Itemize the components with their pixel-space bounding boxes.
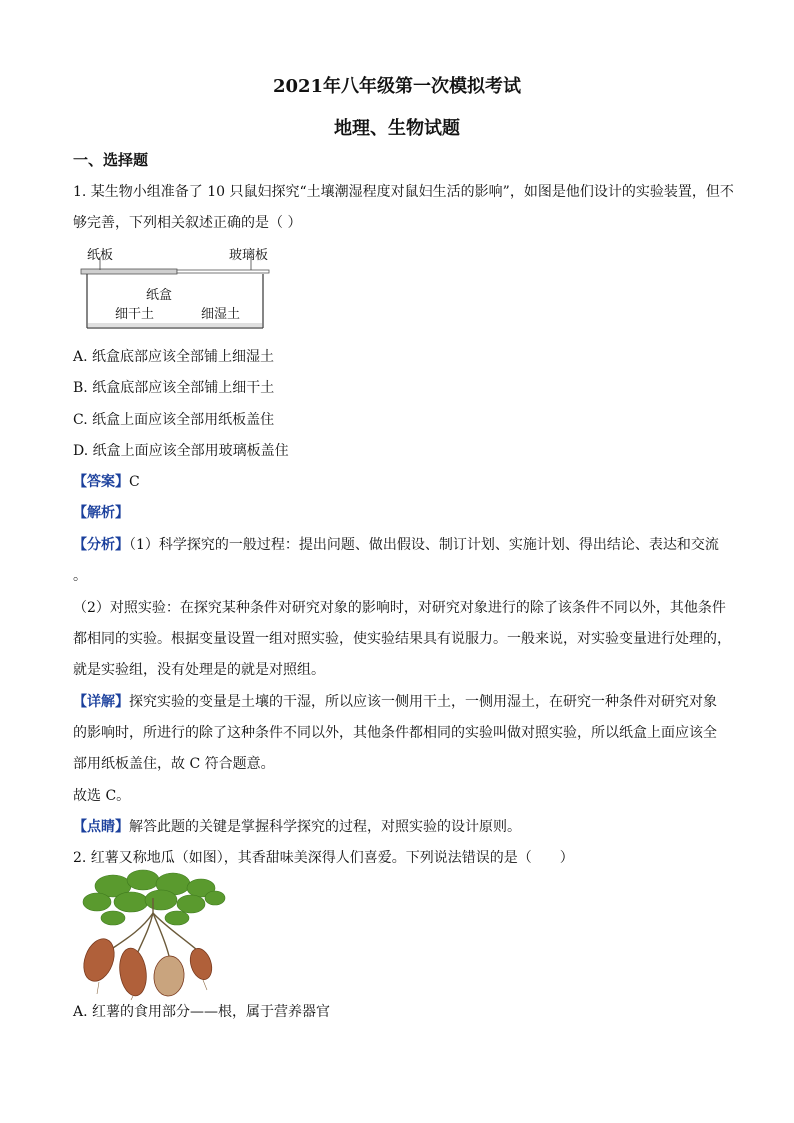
sweet-potato-drawing: [73, 868, 233, 1000]
label-glass-board: 玻璃板: [229, 248, 269, 263]
q1-option-c: C. 纸盒上面应该全部用纸板盖住: [73, 412, 275, 428]
q1-option-d: D. 纸盒上面应该全部用玻璃板盖住: [73, 443, 289, 459]
dianjing-tag: 【点睛】: [73, 819, 129, 835]
section-heading: 一、选择题: [73, 151, 149, 169]
q1-fenxi-line1: [73, 535, 719, 555]
answer-tag: 【答案】: [73, 474, 129, 490]
experiment-figure: [73, 240, 283, 335]
exam-subtitle: 地理、生物试题: [334, 118, 460, 139]
exam-title: 2021年八年级第一次模拟考试: [272, 76, 522, 97]
q2-stem: 2. 红薯又称地瓜（如图），其香甜味美深得人们喜爱。下列说法错误的是（ ）: [73, 850, 574, 866]
q1-fenxi-line5: 就是实验组，没有处理是的就是对照组。: [73, 662, 325, 678]
q1-answer: [73, 472, 140, 492]
q1-stem-line2: 够完善，下列相关叙述正确的是（ ）: [73, 215, 302, 231]
q1-xiangjie-line3: 部用纸板盖住，故 C 符合题意。: [73, 756, 275, 772]
label-wet-soil: 细湿土: [201, 307, 241, 322]
xiangjie-text1: 探究实验的变量是土壤的干湿，所以应该一侧用干土，一侧用湿土，在研究一种条件对研究对象: [129, 694, 717, 710]
answer-value: C: [129, 474, 140, 490]
q1-fenxi-line2: 。: [73, 568, 87, 584]
q1-analysis: [73, 503, 129, 523]
fenxi-tag: 【分析】: [73, 537, 129, 553]
xiangjie-tag: 【详解】: [73, 694, 129, 710]
label-paper-board: 纸板: [87, 248, 114, 263]
q1-xiangjie-line2: 的影响时，所进行的除了这种条件不同以外，其他条件都相同的实验叫做对照实验，所以纸盒上面应该全: [73, 725, 717, 741]
q1-dianjing: [73, 817, 521, 837]
sweet-potato-image: [73, 868, 233, 1000]
q1-fenxi-line3: （2）对照实验：在探究某种条件对研究对象的影响时，对研究对象进行的除了该条件不同以外，其他条件: [73, 600, 726, 616]
dianjing-text: 解答此题的关键是掌握科学探究的过程，对照实验的设计原则。: [129, 819, 521, 835]
q1-option-b: B. 纸盒底部应该全部铺上细干土: [73, 380, 275, 396]
label-dry-soil: 细干土: [115, 307, 155, 322]
q1-xiangjie-line1: [73, 692, 717, 712]
q1-stem-line1: 1. 某生物小组准备了 10 只鼠妇探究“土壤潮湿程度对鼠妇生活的影响”，如图是他们设计的实验装置，但不: [73, 184, 734, 200]
q1-fenxi-line4: 都相同的实验。根据变量设置一组对照实验，使实验结果具有说服力。一般来说，对实验变量进行处理的，: [73, 631, 731, 647]
q1-conclusion: 故选 C。: [73, 788, 131, 804]
analysis-tag: 【解析】: [73, 505, 129, 521]
q2-option-a: A. 红薯的食用部分——根，属于营养器官: [73, 1004, 331, 1020]
fenxi-text1: （1）科学探究的一般过程：提出问题、做出假设、制订计划、实施计划、得出结论、表达和交流: [129, 537, 719, 553]
q1-option-a: A. 纸盒底部应该全部铺上细湿土: [73, 349, 275, 365]
label-paper-box: 纸盒: [146, 288, 173, 303]
